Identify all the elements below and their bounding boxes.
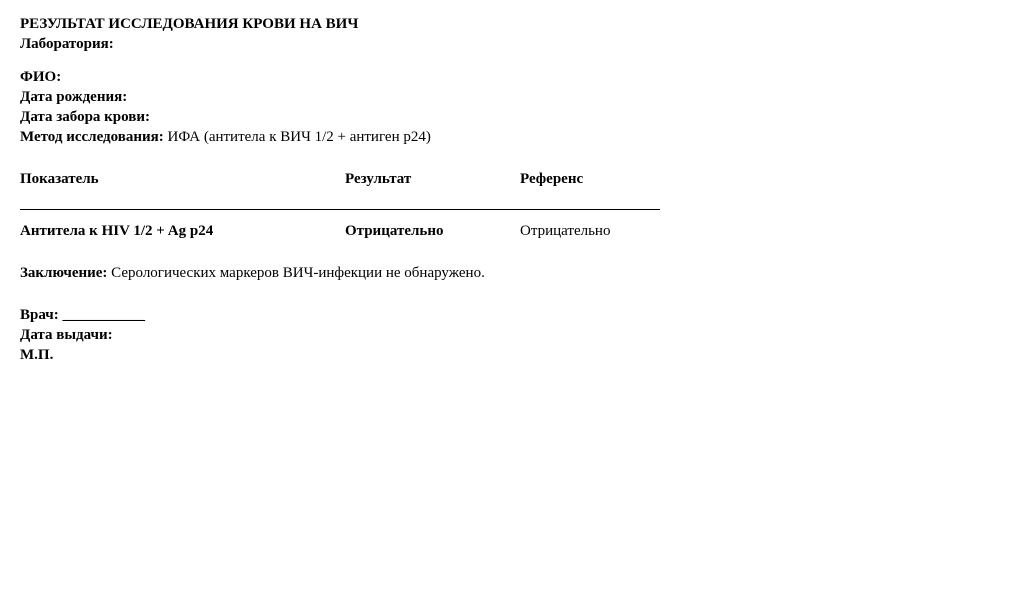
stamp-line: М.П. [20,347,54,363]
laboratory-line [20,34,1024,54]
laboratory-label: Лаборатория: [20,36,114,52]
method-value: ИФА (антитела к ВИЧ 1/2 + антиген p24) [167,129,431,145]
doctor-label: Врач: [20,307,59,323]
doctor-line [20,305,1024,325]
signature-block [20,305,1024,365]
conclusion-label: Заключение: [20,265,108,281]
spacer-after-laboratory [20,54,1024,67]
issue-date-line [20,325,1024,345]
collection-date-line [20,107,1024,127]
table-cell-reference: Отрицательно [520,223,611,239]
birth-date-line [20,87,1024,107]
conclusion-value: Серологических маркеров ВИЧ-инфекции не обнаружено. [111,265,485,281]
page-title: РЕЗУЛЬТАТ ИССЛЕДОВАНИЯ КРОВИ НА ВИЧ [20,16,359,32]
table-cell-result: Отрицательно [345,223,444,239]
table-divider [20,209,660,210]
method-line [20,127,1024,147]
issue-date-label: Дата выдачи: [20,327,113,343]
patient-name-line [20,67,1024,87]
doctor-signature-placeholder: ___________ [62,307,145,323]
table-header-reference: Референс [520,171,584,187]
table-row [20,221,660,241]
patient-name-label: ФИО: [20,69,62,85]
table-header-result: Результат [345,171,412,187]
results-table [20,169,660,241]
collection-date-label: Дата забора крови: [20,109,151,125]
conclusion-line [20,263,1024,283]
table-header-row [20,169,660,189]
table-header-indicator: Показатель [20,171,99,187]
method-label: Метод исследования: [20,129,164,145]
birth-date-label: Дата рождения: [20,89,128,105]
spacer-before-table [20,147,1024,169]
table-cell-indicator: Антитела к HIV 1/2 + Ag p24 [20,223,214,239]
